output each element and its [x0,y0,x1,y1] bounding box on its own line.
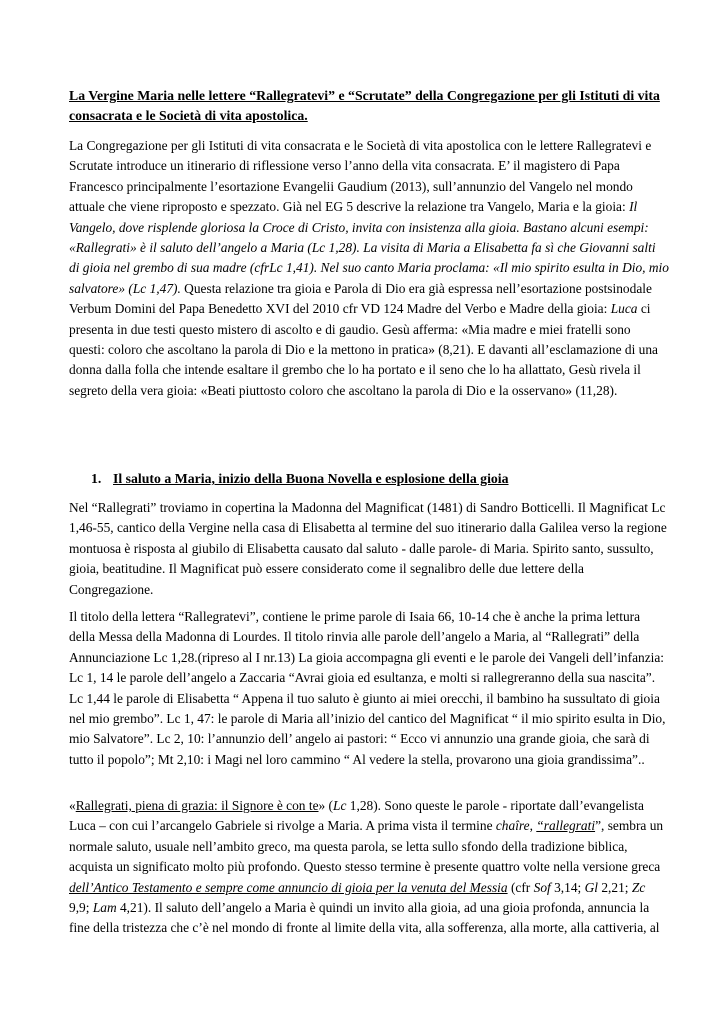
text-run: 1,28). Sono queste le parole - riportate dall’evangelista Luca – con cui l’arcangelo Gabriele si rivolge a Maria. A prima vista il termine [69,798,644,834]
text-run: , [529,818,537,834]
term-chaire: chaîre [495,818,530,834]
ref-lc: Lc [333,798,347,813]
ref-sof: Sof [533,879,551,895]
ref-gl: Gl [584,879,599,895]
paragraph-titolo-lettera: Il titolo della lettera “Rallegratevi”, contiene le prime parole di Isaia 66, 10-14 che è anche la prima lettura della Messa della Madonna di Lourdes. Il titolo rinvia alle parole dell’angelo a Maria, al “Rallegrati” della Annunciazione Lc 1,28.(ripreso al I nr.13) La gioia accompagna gli eventi e le parole dei Vangeli dell’infanzia: Lc 1, 14 le parole dell’angelo a Zaccaria “Avrai gioia ed esultanza, e molti si rallegreranno della sua nascita”. Lc 1,44 le parole di Elisabetta “ Appena il tuo saluto è giunto ai miei orecchi, il bambino ha sussultato di gioia nel mio grembo”. Lc 1, 47: le parole di Maria all’inizio del cantico del Magnificat “ il mio spirito esulta in Dio, mio Salvatore”. Lc 2, 10: l’annunzio dell’ angelo ai pastori: “ Ecco vi annunzio una grande gioia, che sarà di tutto il popolo”; Mt 2,10: i Magi nel loro cammino “ Al vedere la stella, provarono una gioia grandissima”.. [69,609,666,767]
ref-lam: Lam [92,900,117,916]
section-heading-1 [91,469,509,489]
text-run: (cfr [507,879,534,895]
document-title: La Vergine Maria nelle lettere “Rallegratevi” e “Scrutate” della Congregazione per gli Istituti di vita consacrata e le Società di vita apostolica. [69,88,660,123]
text-run: La Congregazione per gli Istituti di vita consacrata e le Società di vita apostolica con le lettere Rallegratevi e Scrutate introduce un itinerario di riflessione verso l’anno della vita consacrata. E’ il magistero di Papa Francesco principalmente l’esortazione Evangelii Gaudium (2013), sull’annunzio del Vangelo nel mondo attuale che viene riproposto e spezzato. Già nel EG 5 descrive la relazione tra Vangelo, Maria e la gioia: [69,138,652,215]
text-run: « [69,798,76,813]
text-run: Questa relazione tra gioia e Parola di Dio era già espressa nell’esortazione postsinodale Verbum Domini del Papa Benedetto XVI del 2010 cfr VD 124 Madre del Verbo e Madre della gioia: [69,280,652,317]
ref-zc: Zc [631,879,646,895]
quote-rallegrati-link: Rallegrati, piena di grazia: il Signore è con te [75,798,319,813]
section-number: 1. [91,471,102,486]
text-run: » ( [318,798,334,813]
text-run: 9,9; [69,900,93,916]
text-run: 3,14; [550,879,585,895]
text-run: 4,21). Il saluto dell’angelo a Maria è quindi un invito alla gioia, ad una gioia profonda, annuncia la fine della tristezza che c’è nel mondo di fronte al limite della vita, alla sofferenza, alla morte, alla cattiveria, al [69,900,660,936]
quote-evangelii-gaudium: Il Vangelo, dove risplende gloriosa la Croce di Cristo, invita con insistenza alla gioia. Bastano alcuni esempi: «Rallegrati» è il saluto dell’angelo a Maria (Lc 1,28). La visita di Maria a Elisabetta fa sì che Giovanni salti di gioia nel grembo di sua madre (cfrLc 1,41). Nel suo canto Maria proclama: «Il mio spirito esulta in Dio, mio salvatore» (Lc 1,47). [69,199,669,296]
paragraph-intro [69,136,669,401]
annuncio-messia-link: dell’Antico Testamento e sempre come annuncio di gioia per la venuta del Messia [69,879,508,895]
paragraph-saluto-angelo [69,796,669,939]
section-heading-text: Il saluto a Maria, inizio della Buona Novella e esplosione della gioia [113,471,509,486]
text-run: ci presenta in due testi questo mistero di ascolto e di gaudio. Gesù afferma: «Mia madre e miei fratelli sono questi: coloro che ascoltano la parola di Dio e la mettono in pratica» (8,21). E davanti all’esclamazione di una donna dalla folla che intende esaltare il grembo che lo ha portato e il seno che lo ha allattato, Gesù rivela il segreto della vera gioia: «Beati piuttosto coloro che ascoltano la parola di Dio e la osservano» (11,28). [69,301,658,398]
term-rallegrati: “rallegrati [536,818,596,834]
paragraph-rallegrati: Nel “Rallegrati” troviamo in copertina la Madonna del Magnificat (1481) di Sandro Botticelli. Il Magnificat Lc 1,46-55, cantico della Vergine nella casa di Elisabetta al termine del suo itinerario dalla Galilea verso la regione montuosa è risposta al giubilo di Elisabetta causato dal saluto - dalle parole- di Maria. Spirito santo, sussulto, gioia, beatitudine. Il Magnificat può essere considerato come il segnalibro delle due lettere della Congregazione. [69,500,667,597]
name-luca: Luca [610,301,638,317]
text-run: 2,21; [598,879,632,895]
text-run: ”, sembra un normale saluto, usuale nell’ambito greco, ma questa parola, se letta sullo sfondo della tradizione biblica, acquista un significato molto più profondo. Questo stesso termine è presente quattro volte nella versione greca [69,818,664,875]
